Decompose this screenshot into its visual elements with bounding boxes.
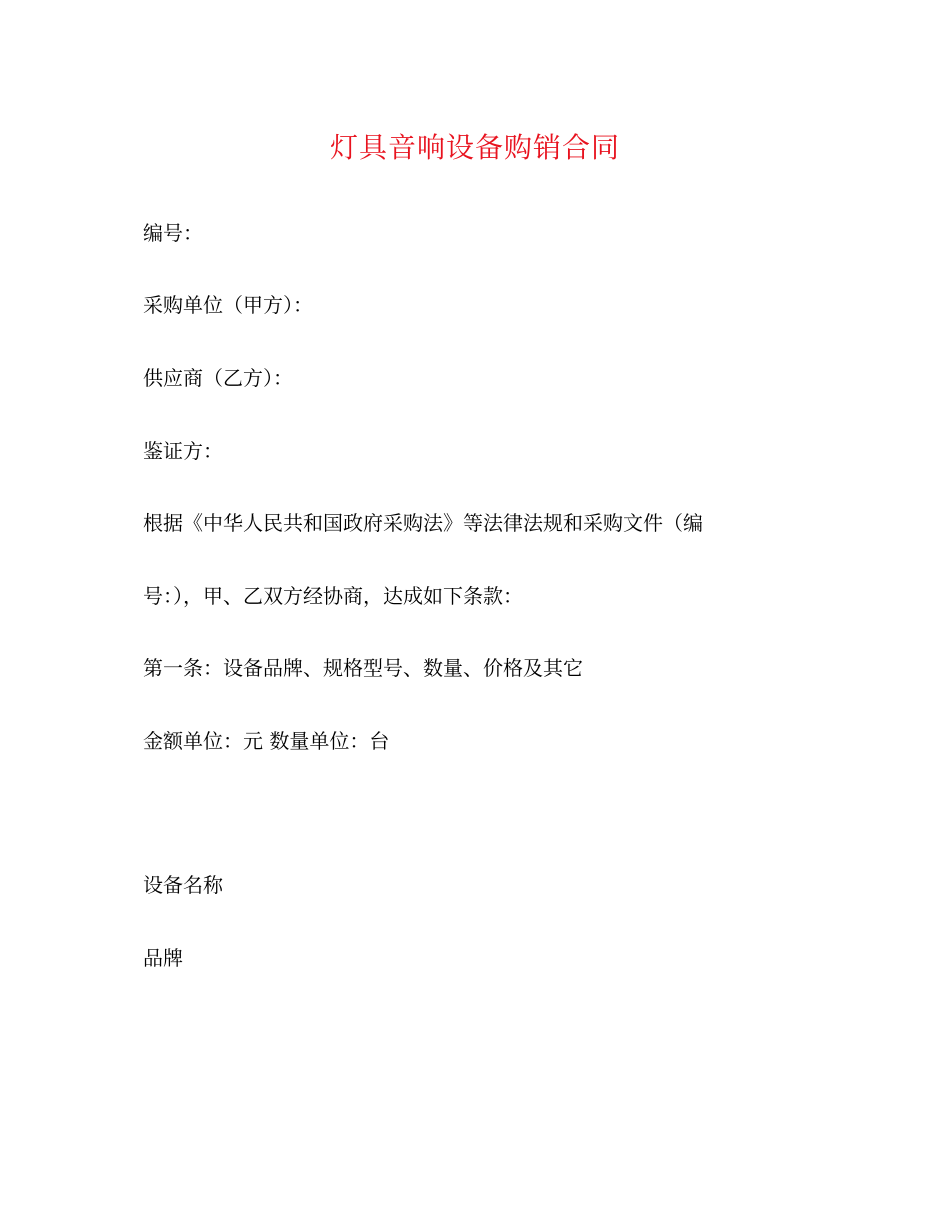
document-title: 灯具音响设备购销合同 <box>329 131 620 164</box>
contract-number-line: 编号： <box>143 221 203 245</box>
preamble-line-1: 根据《中华人民共和国政府采购法》等法律法规和采购文件（编 <box>143 511 703 535</box>
buyer-line: 采购单位（甲方）： <box>143 293 313 317</box>
units-line: 金额单位：元 数量单位：台 <box>143 729 390 753</box>
supplier-line: 供应商（乙方）： <box>143 366 293 390</box>
equipment-name-label: 设备名称 <box>143 873 223 897</box>
preamble-line-2: 号：），甲、乙双方经协商，达成如下条款： <box>143 584 523 608</box>
brand-label: 品牌 <box>143 946 183 970</box>
verifier-line: 鉴证方： <box>143 439 223 463</box>
article-one-heading: 第一条：设备品牌、规格型号、数量、价格及其它 <box>143 656 583 680</box>
